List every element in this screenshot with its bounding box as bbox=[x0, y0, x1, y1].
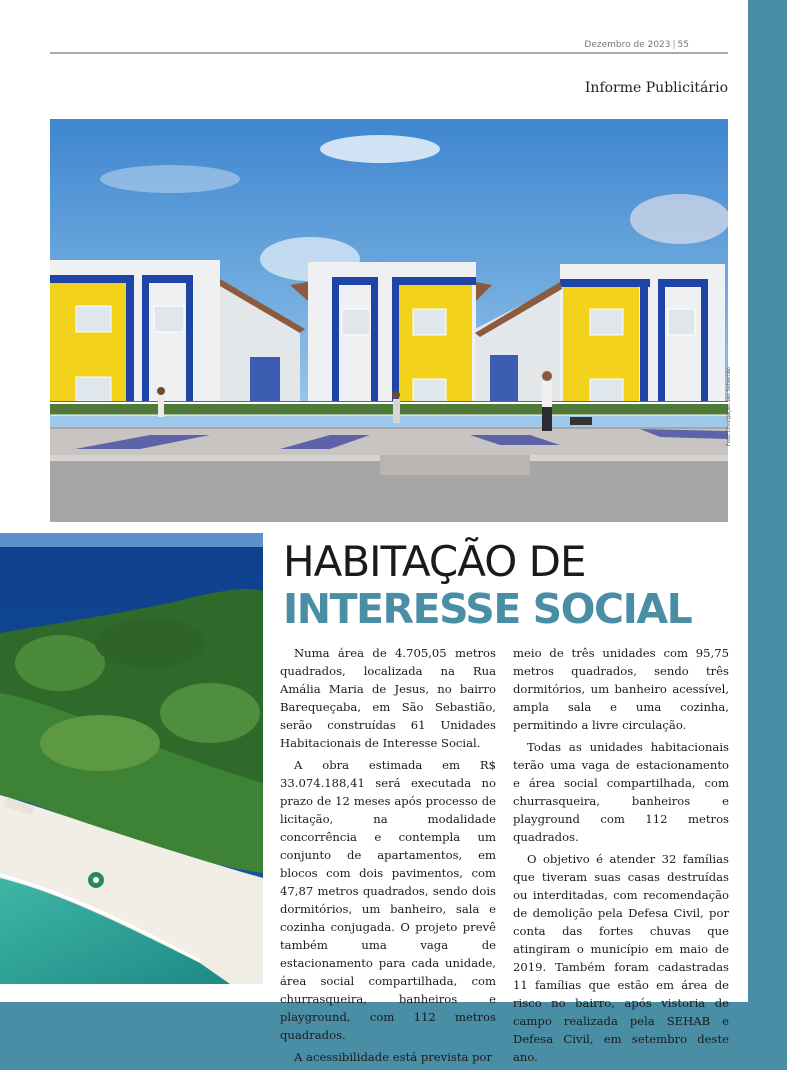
article-column-2 bbox=[513, 644, 729, 1070]
section-label: Informe Publicitário bbox=[584, 80, 728, 96]
photo-credit: Foto: Divulgação São Sebastião bbox=[726, 367, 732, 446]
article-title-line2: INTERESSE SOCIAL bbox=[283, 585, 692, 633]
page-number: 55 bbox=[677, 40, 689, 50]
article-column-1 bbox=[280, 644, 496, 1070]
article-title-line1: HABITAÇÃO DE bbox=[283, 537, 586, 586]
beach-aerial-photo bbox=[0, 533, 263, 984]
paragraph-continued: meio de três unidades com 95,75 metros quadrados, sendo três dormitórios, um banheiro acessível, ampla sala e uma cozinha, permitindo a livre circulação. bbox=[513, 646, 729, 732]
paragraph: Numa área de 4.705,05 metros quadrados, localizada na Rua Amália Maria de Jesus, no bairro Barequeçaba, em São Sebastião, serão construídas 61 Unidades Habitacionais de Interesse Social. bbox=[280, 646, 496, 750]
paragraph: O objetivo é atender 32 famílias que tiveram suas casas destruídas ou interditadas, com recomendação de demolição pela Defesa Civil, por conta das fortes chuvas que atingiram o município em maio de 2019. Também foram cadastradas 11 famílias que estão em área de risco no bairro, após vistoria de campo realizada pela SEHAB e Defesa Civil, em setembro deste ano. bbox=[513, 852, 729, 1064]
housing-rendering-photo bbox=[50, 119, 728, 522]
paragraph: A obra estimada em R$ 33.074.188,41 será executada no prazo de 12 meses após processo de licitação, na modalidade concorrência e contempla um conjunto de apartamentos, em blocos com dois pavimentos, com 47,87 metros quadrados, sendo dois dormitórios, um banheiro, sala e cozinha conjugada. O projeto prevê também uma vaga de estacionamento para cada unidade, área social compartilhada, com churrasqueira, banheiros e playground, com 112 metros quadrados. bbox=[280, 758, 496, 1042]
paragraph: Todas as unidades habitacionais terão uma vaga de estacionamento e área social compartilhada, com churrasqueira, banheiros e playground com 112 metros quadrados. bbox=[513, 740, 729, 844]
page-header: Dezembro de 2023 | 55 bbox=[584, 40, 689, 50]
paragraph: A acessibilidade está prevista por bbox=[294, 1050, 493, 1064]
article-title bbox=[283, 538, 743, 632]
issue-date: Dezembro de 2023 bbox=[584, 40, 671, 50]
header-rule bbox=[50, 52, 728, 54]
